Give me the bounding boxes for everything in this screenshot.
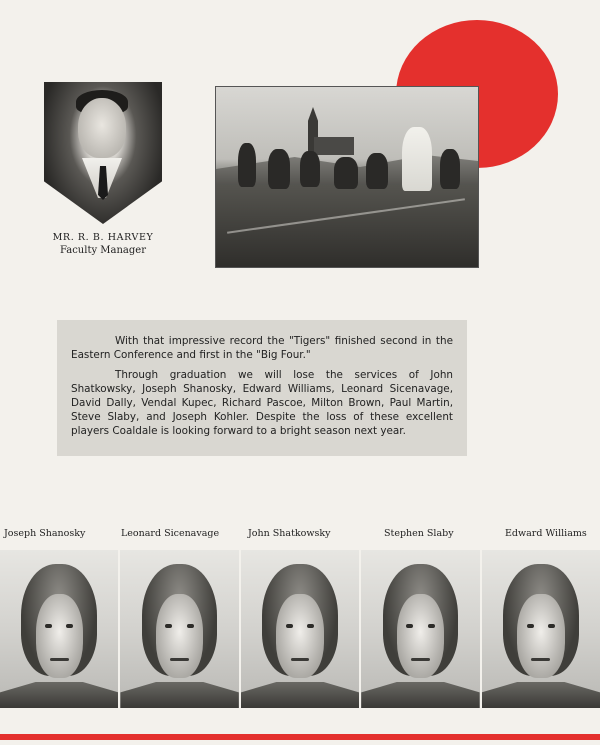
- face: [397, 594, 444, 678]
- eye: [165, 624, 172, 628]
- jersey: [241, 682, 359, 708]
- summary-paragraph: With that impressive record the "Tigers" finished second in the Eastern Conference and first in the "Big Four.": [71, 335, 453, 361]
- season-summary: [57, 320, 467, 456]
- player-headshot: [241, 550, 359, 708]
- jersey: [361, 682, 479, 708]
- photo-field: [216, 185, 478, 267]
- manager-portrait: [44, 82, 162, 224]
- jersey: [0, 682, 118, 708]
- mouth: [411, 658, 430, 661]
- eye: [187, 624, 194, 628]
- jersey: [120, 682, 238, 708]
- photo-church: [314, 137, 354, 155]
- portrait-face: [78, 98, 126, 158]
- manager-name: MR. R. B. HARVEY: [52, 232, 154, 243]
- eye: [66, 624, 73, 628]
- photo-player: [440, 149, 460, 189]
- eye: [548, 624, 555, 628]
- photo-player: [268, 149, 290, 189]
- eye: [286, 624, 293, 628]
- eye: [45, 624, 52, 628]
- face: [517, 594, 564, 678]
- player-headshot: [0, 550, 118, 708]
- player-name: John Shatkowsky: [248, 528, 331, 539]
- player-name: Leonard Sicenavage: [121, 528, 220, 539]
- photo-referee: [402, 127, 432, 191]
- player-headshot: [361, 550, 479, 708]
- manager-role: Faculty Manager: [59, 245, 146, 256]
- eye: [307, 624, 314, 628]
- mouth: [50, 658, 69, 661]
- face: [276, 594, 323, 678]
- player-headshot: [482, 550, 600, 708]
- face: [36, 594, 83, 678]
- player-name: Joseph Shanosky: [4, 528, 86, 539]
- eye: [527, 624, 534, 628]
- eye: [428, 624, 435, 628]
- jersey: [482, 682, 600, 708]
- player-headshot: [120, 550, 238, 708]
- player-name: Edward Williams: [505, 528, 587, 539]
- mouth: [291, 658, 310, 661]
- player-name: Stephen Slaby: [384, 528, 454, 539]
- photo-player: [366, 153, 388, 189]
- photo-player: [334, 157, 358, 189]
- photo-player: [300, 151, 320, 187]
- mouth: [170, 658, 189, 661]
- bottom-red-bar: [0, 734, 600, 740]
- game-photo: [215, 86, 479, 268]
- face: [156, 594, 203, 678]
- mouth: [531, 658, 550, 661]
- photo-player: [238, 143, 256, 187]
- eye: [406, 624, 413, 628]
- summary-paragraph: Through graduation we will lose the services of John Shatkowsky, Joseph Shanosky, Edward Williams, Leonard Sicenavage, David Dally, Vendal Kupec, Richard Pascoe, Milton Brown, Paul Martin, Steve Slaby, and Joseph Kohler. Despite the loss of these excellent players Coaldale is looking forward to a bright season next year.: [71, 369, 453, 437]
- player-headshots: [0, 550, 600, 708]
